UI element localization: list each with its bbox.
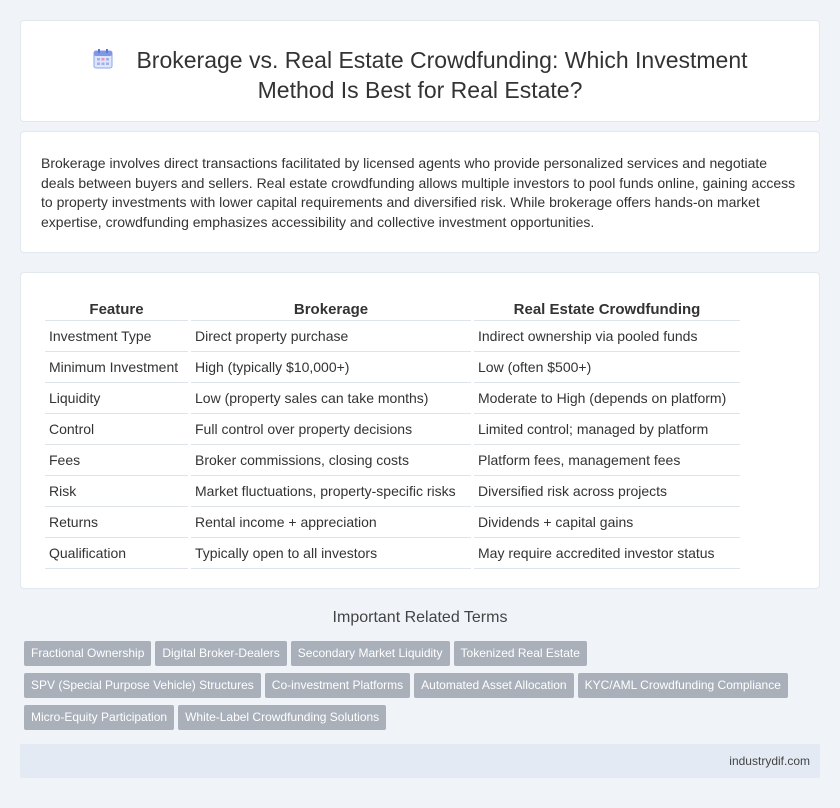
cell-crowdfunding: May require accredited investor status [474,538,740,569]
tag-link[interactable]: Tokenized Real Estate [454,641,587,666]
cell-crowdfunding: Limited control; managed by platform [474,414,740,445]
tag-row [24,673,824,705]
cell-brokerage: Rental income + appreciation [191,507,471,538]
footer [20,744,820,778]
header-brokerage: Brokerage [191,293,471,321]
intro-card [20,131,820,253]
intro-paragraph: Brokerage involves direct transactions facilitated by licensed agents who provide personalized services and negotiate deals between buyers and sellers. Real estate crowdfunding allows multiple investors to pool funds online, gaining access to property investments with lower capital requirements and diversified risk. While brokerage offers hands-on market expertise, crowdfunding emphasizes accessibility and collective investment opportunities. [41,155,796,230]
tag-link[interactable]: Digital Broker-Dealers [155,641,286,666]
tag-link[interactable]: Automated Asset Allocation [414,673,573,698]
tag-link[interactable]: Micro-Equity Participation [24,705,174,730]
comparison-table [42,293,743,569]
cell-feature: Liquidity [45,383,188,414]
cell-feature: Investment Type [45,321,188,352]
calendar-icon [92,47,114,69]
tag-link[interactable]: Fractional Ownership [24,641,151,666]
table-row [45,507,740,538]
title-card [20,20,820,122]
cell-feature: Minimum Investment [45,352,188,383]
cell-crowdfunding: Platform fees, management fees [474,445,740,476]
table-row [45,445,740,476]
cell-brokerage: Full control over property decisions [191,414,471,445]
page-title [21,45,819,105]
tag-row [24,641,824,673]
cell-crowdfunding: Moderate to High (depends on platform) [474,383,740,414]
table-row [45,476,740,507]
tag-link[interactable]: SPV (Special Purpose Vehicle) Structures [24,673,261,698]
cell-feature: Control [45,414,188,445]
table-row [45,383,740,414]
title-line-2: Method Is Best for Real Estate? [257,77,583,103]
header-crowdfunding: Real Estate Crowdfunding [474,293,740,321]
cell-brokerage: Direct property purchase [191,321,471,352]
table-row [45,352,740,383]
cell-brokerage: Low (property sales can take months) [191,383,471,414]
cell-feature: Returns [45,507,188,538]
tag-link[interactable]: KYC/AML Crowdfunding Compliance [578,673,788,698]
table-row [45,321,740,352]
footer-site-link[interactable]: industrydif.com [729,754,810,768]
tag-link[interactable]: Co-investment Platforms [265,673,410,698]
cell-crowdfunding: Low (often $500+) [474,352,740,383]
cell-brokerage: Typically open to all investors [191,538,471,569]
cell-feature: Qualification [45,538,188,569]
cell-brokerage: Market fluctuations, property-specific risks [191,476,471,507]
tag-link[interactable]: Secondary Market Liquidity [291,641,450,666]
title-line-1: Brokerage vs. Real Estate Crowdfunding: Which Investment [136,47,748,73]
header-feature: Feature [45,293,188,321]
related-terms-title: Important Related Terms [332,609,508,626]
table-header-row [45,293,740,321]
cell-crowdfunding: Diversified risk across projects [474,476,740,507]
tag-link[interactable]: White-Label Crowdfunding Solutions [178,705,386,730]
table-row [45,414,740,445]
cell-crowdfunding: Dividends + capital gains [474,507,740,538]
related-terms-tags [24,641,824,737]
comparison-card [20,272,820,589]
cell-brokerage: Broker commissions, closing costs [191,445,471,476]
tag-row [24,705,824,737]
cell-brokerage: High (typically $10,000+) [191,352,471,383]
table-row [45,538,740,569]
cell-feature: Fees [45,445,188,476]
cell-crowdfunding: Indirect ownership via pooled funds [474,321,740,352]
cell-feature: Risk [45,476,188,507]
